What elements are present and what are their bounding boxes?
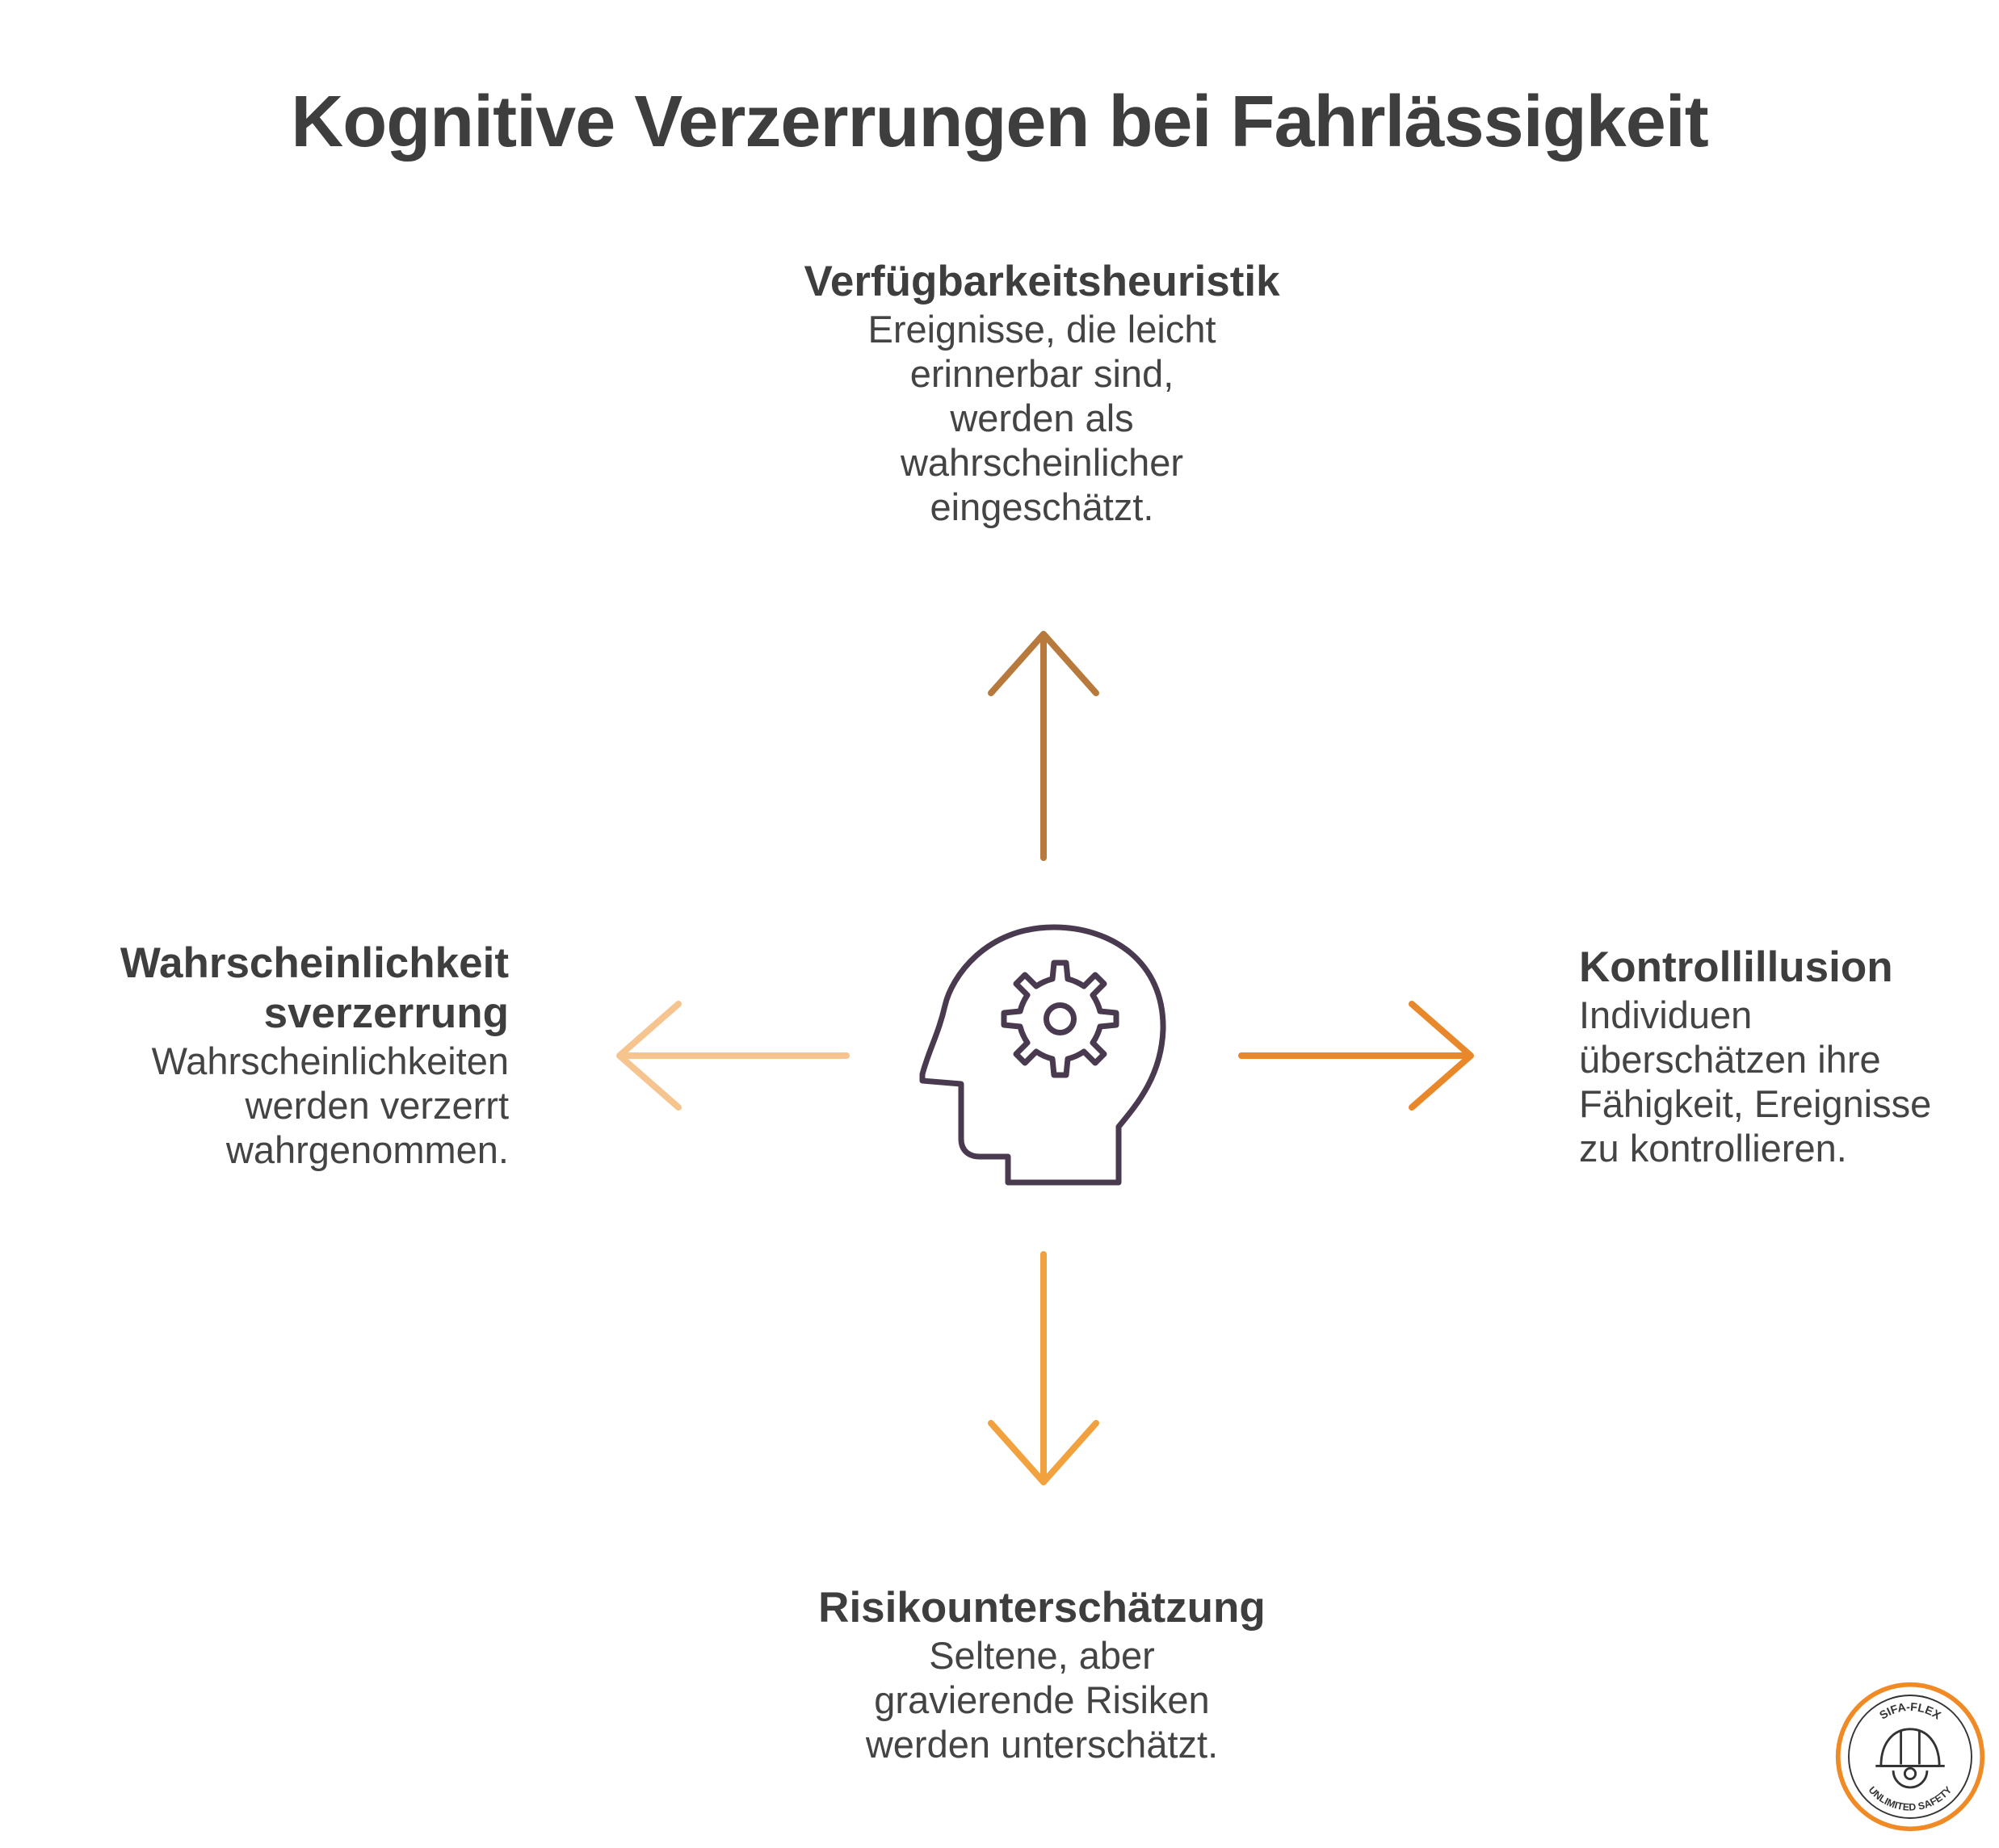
desc-line: eingeschätzt. [930,485,1154,528]
item-heading: Verfügbarkeitsheuristik [804,258,1280,305]
desc-line: Individuen [1579,993,1753,1036]
desc-line: Wahrscheinlichkeiten [151,1040,509,1082]
item-heading: Kontrollillusion [1579,943,1893,991]
page-title: Kognitive Verzerrungen bei Fahrlässigkeit [291,82,1708,162]
desc-line: wahrgenommen. [225,1128,509,1171]
item-description [751,1633,1333,1766]
desc-line: überschätzen ihre [1579,1038,1881,1081]
desc-line: Fähigkeit, Ereignisse [1579,1082,1932,1125]
arrow-left [619,1004,846,1107]
item-risikounterschaetzung [751,1583,1333,1766]
desc-line: zu kontrollieren. [1579,1127,1847,1170]
desc-line: werden als [950,397,1134,439]
arrow-up [991,634,1096,858]
desc-line: Ereignisse, die leicht [867,308,1216,351]
desc-line: Seltene, aber [929,1634,1155,1677]
heading-line: Wahrscheinlichkeit [120,939,509,987]
arrow-right [1241,1004,1471,1107]
sifa-flex-logo [1833,1680,1987,1833]
head-gear-icon [922,927,1163,1182]
desc-line: wahrscheinlicher [900,441,1184,484]
desc-line: erinnerbar sind, [909,352,1174,395]
item-kontrollillusion [1579,943,1983,1170]
item-description [89,1039,509,1172]
desc-line: gravierende Risiken [874,1678,1210,1721]
item-description [767,307,1317,529]
logo-text-top: SIFA-FLEX [1877,1700,1943,1723]
item-wahrscheinlichkeitsverzerrung [89,939,509,1172]
arrow-down [991,1254,1096,1482]
desc-line: werden verzerrt [245,1084,509,1127]
logo-text-bottom: UNLIMITED SAFETY [1866,1784,1955,1813]
item-description [1579,993,1983,1170]
item-heading: Risikounterschätzung [818,1584,1266,1632]
item-heading [89,939,509,1039]
desc-line: werden unterschätzt. [865,1723,1219,1766]
heading-line: sverzerrung [263,989,509,1037]
item-verfuegbarkeitsheuristik [767,257,1317,529]
